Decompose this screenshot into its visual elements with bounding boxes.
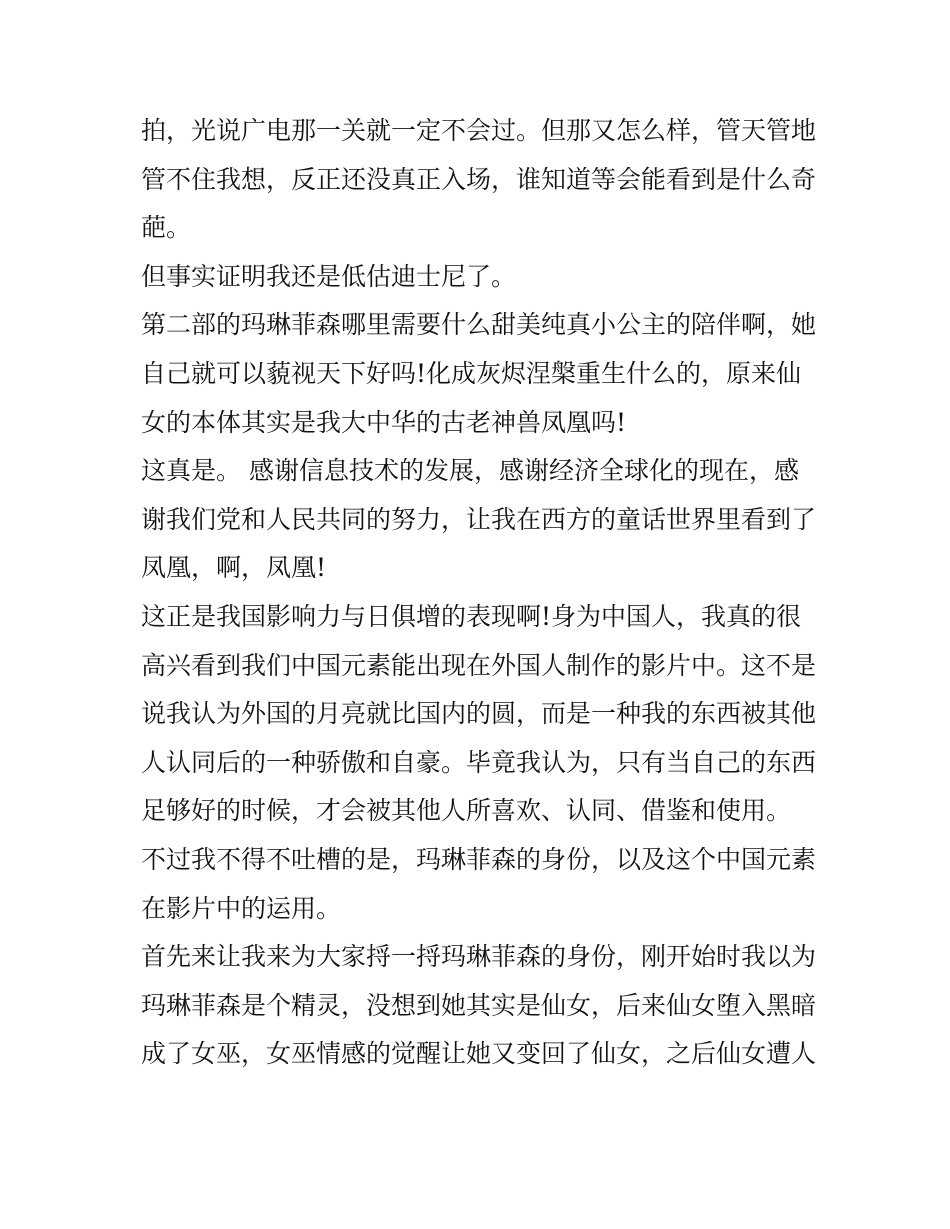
paragraph <box>141 836 821 933</box>
text-line: 葩。 <box>141 213 192 243</box>
text-line: 自己就可以藐视天下好吗!化成灰烬涅槃重生什么的，原来仙 <box>141 358 802 388</box>
text-line: 玛琳菲森是个精灵，没想到她其实是仙女，后来仙女堕入黑暗 <box>141 990 817 1020</box>
text-line: 管不住我想，反正还没真正入场，谁知道等会能看到是什么奇 <box>141 164 817 194</box>
paragraph <box>141 447 821 593</box>
text-line: 高兴看到我们中国元素能出现在外国人制作的影片中。这不是 <box>141 650 817 680</box>
text-line: 首先来让我来为大家捋一捋玛琳菲森的身份，刚开始时我以为 <box>141 942 817 972</box>
paragraph <box>141 593 821 836</box>
paragraph <box>141 933 821 1079</box>
text-line: 在影片中的运用。 <box>141 893 342 923</box>
paragraph <box>141 301 821 447</box>
text-line: 这正是我国影响力与日俱增的表现啊!身为中国人，我真的很 <box>141 601 802 631</box>
text-line: 不过我不得不吐槽的是，玛琳菲森的身份，以及这个中国元素 <box>141 844 817 874</box>
text-line: 女的本体其实是我大中华的古老神兽凤凰吗! <box>141 407 627 437</box>
text-line: 谢我们党和人民共同的努力，让我在西方的童话世界里看到了 <box>141 504 817 534</box>
text-line: 拍，光说广电那一关就一定不会过。但那又怎么样，管天管地 <box>141 116 817 145</box>
document-body <box>141 107 821 1079</box>
text-line: 这真是。 感谢信息技术的发展，感谢经济全球化的现在，感 <box>141 456 799 486</box>
text-line: 说我认为外国的月亮就比国内的圆，而是一种我的东西被其他 <box>141 699 817 729</box>
text-line: 凤凰，啊，凤凰! <box>141 553 327 583</box>
paragraph <box>141 253 821 302</box>
text-line: 人认同后的一种骄傲和自豪。毕竟我认为，只有当自己的东西 <box>141 747 817 777</box>
text-line: 但事实证明我还是低估迪士尼了。 <box>141 261 517 291</box>
text-line: 足够好的时候，才会被其他人所喜欢、认同、借鉴和使用。 <box>141 796 792 826</box>
paragraph <box>141 107 821 253</box>
text-line: 第二部的玛琳菲森哪里需要什么甜美纯真小公主的陪伴啊，她 <box>141 310 817 340</box>
text-line: 成了女巫，女巫情感的觉醒让她又变回了仙女，之后仙女遭人 <box>141 1039 817 1069</box>
